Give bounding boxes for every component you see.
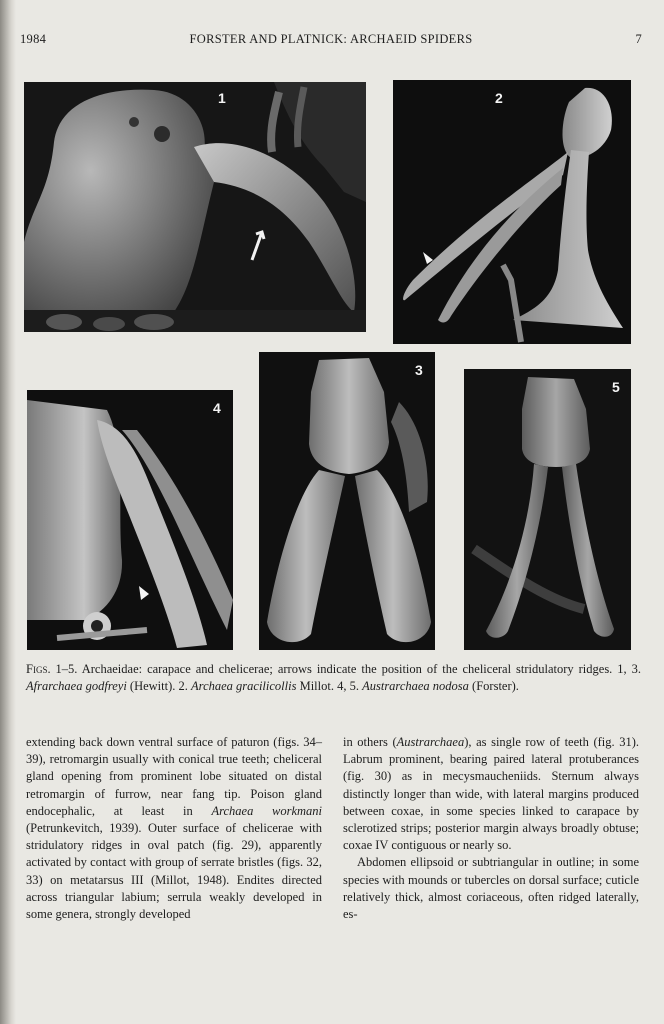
figure-4-micrograph	[27, 390, 233, 650]
right-genus: Austrarchaea	[396, 735, 465, 749]
page-number: 7	[635, 32, 642, 46]
running-head-year: 1984	[20, 32, 47, 46]
right-paragraph-2: Abdomen ellipsoid or subtriangular in outline; in some species with mounds or tubercles on dorsal surface; cuticle relatively thick, almost coriaceous, often ridged laterally, es-	[343, 855, 639, 922]
caption-species-2: Archaea gracilicollis	[191, 679, 297, 693]
caption-species-3: Austrarchaea nodosa	[362, 679, 469, 693]
figure-1-micrograph	[24, 82, 366, 332]
right-text-b: ), as single row of teeth (fig. 31). Labrum prominent, bearing paired lateral protuberances (fig. 30) as in mecysmaucheniids. Sternum always distinctly longer than wide, with lateral margins produced between coxae, in some species linked to carapace by sclerotized strips; posterior margin always broadly obtuse; coxae IV contiguous or nearly so.	[343, 735, 640, 853]
page-gutter-shadow	[0, 0, 16, 1024]
body-column-left	[26, 734, 322, 923]
caption-text-c: Millot. 4, 5.	[296, 679, 363, 693]
left-paragraph	[26, 734, 322, 923]
caption-text-a: Archaeidae: carapace and chelicerae; arrows indicate the position of the cheliceral stridulatory ridges. 1, 3.	[77, 662, 641, 676]
left-text-b: (Petrunkevitch, 1939). Outer surface of chelicerae with stridulatory ridges in oval patch (fig. 29), apparently activated by contact with group of serrate bristles (figs. 32, 33) on metatarsus III (Millot, 1948). Endites directed across triangular labium; serrula weakly developed in some genera, strongly developed	[26, 821, 322, 922]
running-head	[20, 32, 642, 52]
figure-1-number: 1	[218, 90, 226, 106]
figure-5-micrograph	[464, 369, 631, 650]
left-species: Archaea workmani	[211, 803, 322, 818]
body-column-right	[343, 734, 639, 923]
caption-label: Figs. 1–5.	[26, 662, 78, 676]
caption-text-b: (Hewitt). 2.	[126, 679, 192, 693]
figure-2-number: 2	[495, 90, 503, 106]
left-text-a: extending back down ventral surface of paturon (figs. 34–39), retromargin usually with conical true teeth; cheliceral gland opening from prominent lobe situated on distal retromargin of furrow, near fang tip. Poison gland endocephalic, at least in	[26, 735, 322, 818]
running-head-title: FORSTER AND PLATNICK: ARCHAEID SPIDERS	[189, 32, 473, 46]
figure-2-micrograph	[393, 80, 631, 344]
figure-5-number: 5	[612, 379, 620, 395]
figure-3-number: 3	[415, 362, 423, 378]
caption-species-1: Afrarchaea godfreyi	[26, 679, 127, 693]
right-text-a: in others (	[343, 735, 397, 749]
caption-text-d: (Forster).	[468, 679, 519, 693]
figure-4-number: 4	[213, 400, 221, 416]
figure-caption	[26, 661, 641, 695]
figure-3-micrograph	[259, 352, 435, 650]
right-paragraph-1	[343, 734, 639, 854]
